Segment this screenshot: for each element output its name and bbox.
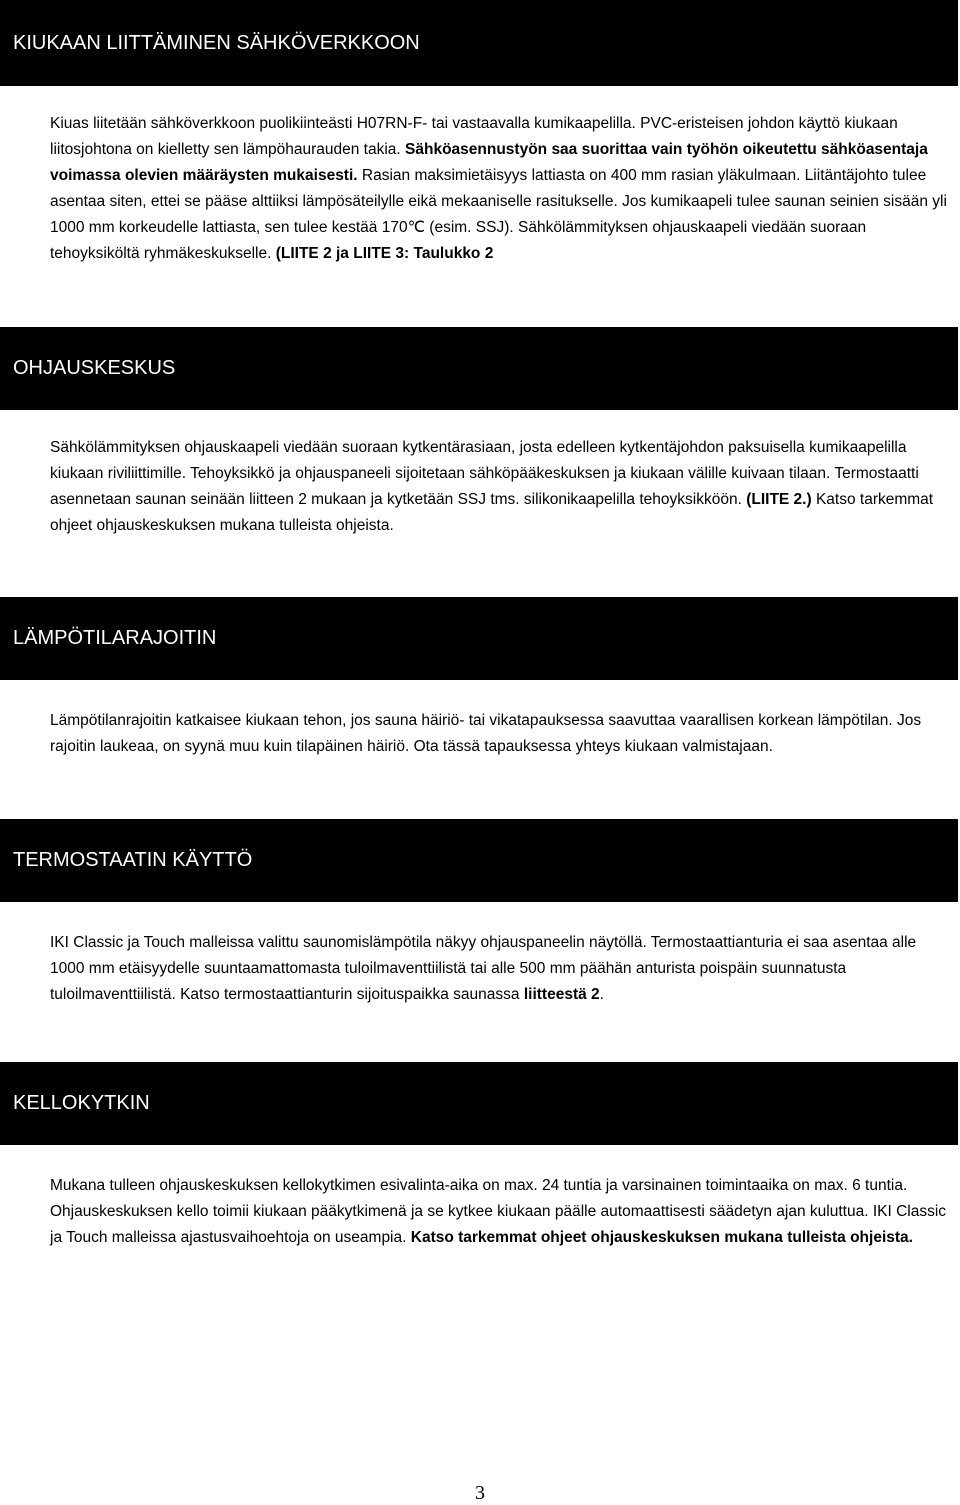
- paragraph-run: Lämpötilanrajoitin katkaisee kiukaan tehon, jos sauna häiriö- tai vikatapauksessa saavuttaa vaarallisen korkean lämpötilan. Jos rajoitin laukeaa, on syynä muu kuin tilapäinen häiriö. Ota tässä tapauksessa yhteys kiukaan valmistajaan.: [50, 712, 922, 755]
- paragraph-run: Katso tarkemmat ohjeet ohjauskeskuksen mukana tulleista ohjeista.: [410, 1229, 913, 1246]
- paragraph-run: .: [599, 986, 604, 1003]
- section-body-kiukaan-liittaminen: [50, 111, 950, 267]
- section-heading-lampotilarajoitin: LÄMPÖTILARAJOITIN: [0, 597, 958, 680]
- section-body-lampotilarajoitin: [50, 708, 950, 760]
- paragraph-run: Sähkölämmityksen ohjauskaapeli viedään suoraan kytkentärasiaan, josta edelleen kytkentäjohdon paksuisella kumikaapelilla kiukaan riviliittimille. Tehoyksikkö ja ohjauspaneeli sijoitetaan sähköpääkeskuksen ja kiukaan välille kuivaan tilaan. Termostaatti asennetaan saunan seinään liitteen 2 mukaan ja kytketään SSJ tms. silikonikaapelilla tehoyksikköön.: [50, 439, 919, 508]
- section-heading-kellokytkin: KELLOKYTKIN: [0, 1062, 958, 1145]
- section-body-termostaatin-kaytto: [50, 930, 950, 1008]
- section-body-ohjauskeskus: [50, 435, 950, 539]
- page-number: 3: [475, 1482, 485, 1504]
- section-body-kellokytkin: [50, 1173, 950, 1251]
- section-heading-ohjauskeskus: OHJAUSKESKUS: [0, 327, 958, 410]
- paragraph-run: Kiuas liitetään sähköverkkoon puolikiinteästi H07RN-F- tai vastaavalla kumikaapelilla. PVC-eristeisen johdon käyttö kiukaan liitosjohtona on kielletty sen lämpöhaurauden takia.: [50, 115, 898, 158]
- paragraph-run: Katso tarkemmat ohjeet ohjauskeskuksen mukana tulleista ohjeista.: [50, 491, 934, 534]
- paragraph-run: (LIITE 2 ja LIITE 3: Taulukko 2: [275, 245, 494, 262]
- section-heading-kiukaan-liittaminen: KIUKAAN LIITTÄMINEN SÄHKÖVERKKOON: [0, 0, 958, 86]
- paragraph-run: IKI Classic ja Touch malleissa valittu saunomislämpötila näkyy ohjauspaneelin näytöllä. Termostaattianturia ei saa asentaa alle 1000 mm etäisyydelle suuntaamattomasta tuloilmaventtiilistä tai alle 500 mm päähän anturista poispäin suunnatusta tuloilmaventtiilistä. Katso termostaattianturin sijoituspaikka saunassa: [50, 934, 917, 1003]
- paragraph-run: (LIITE 2.): [746, 491, 812, 508]
- paragraph-run: liitteestä 2: [523, 986, 600, 1003]
- paragraph-run: Rasian maksimietäisyys lattiasta on 400 mm rasian yläkulmaan. Liitäntäjohto tulee asentaa siten, ettei se pääse alttiiksi lämpösäteilylle eikä mekaaniselle rasitukselle. Jos kumikaapeli tulee saunan seinien sisään yli 1000 mm korkeudelle lattiasta, sen tulee kestää 170℃ (esim. SSJ). Sähkölämmityksen ohjauskaapeli viedään suoraan tehoyksiköltä ryhmäkeskukselle.: [50, 167, 947, 262]
- paragraph-run: Mukana tulleen ohjauskeskuksen kellokytkimen esivalinta-aika on max. 24 tuntia ja varsinainen toimintaaika on max. 6 tuntia. Ohjauskeskuksen kello toimii kiukaan pääkytkimenä ja se kytkee kiukaan päälle automaattisesti säädetyn ajan kuluttua. IKI Classic ja Touch malleissa ajastusvaihoehtoja on useampia.: [50, 1177, 947, 1246]
- section-heading-termostaatin-kaytto: TERMOSTAATIN KÄYTTÖ: [0, 819, 958, 902]
- paragraph-run: Sähköasennustyön saa suorittaa vain työhön oikeutettu sähköasentaja voimassa olevien määräysten mukaisesti.: [50, 141, 928, 184]
